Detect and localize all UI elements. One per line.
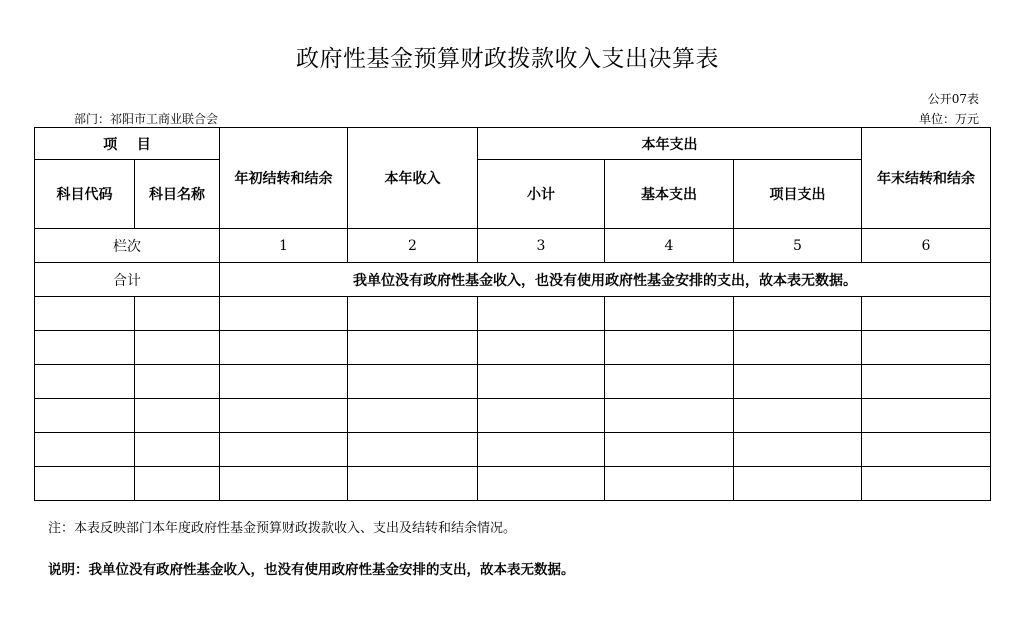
header-code: 科目代码: [35, 160, 135, 229]
row-index-col: 5: [734, 229, 862, 263]
row-index-col: 4: [605, 229, 734, 263]
table-row: [35, 433, 991, 467]
page-title: 政府性基金预算财政拨款收入支出决算表: [296, 46, 719, 72]
header-project-expenditure: 项目支出: [734, 160, 862, 229]
header-basic-expenditure: 基本支出: [605, 160, 734, 229]
row-index-col: 1: [220, 229, 348, 263]
table-row: [35, 399, 991, 433]
row-index-label: 栏次: [35, 229, 220, 263]
total-message: 我单位没有政府性基金收入，也没有使用政府性基金安排的支出，故本表无数据。: [220, 263, 991, 297]
header-current-income: 本年收入: [348, 128, 478, 229]
row-index-col: 2: [348, 229, 478, 263]
unit-label: 单位：万元: [918, 112, 979, 126]
row-index-col: 6: [862, 229, 991, 263]
department-label: 部门：祁阳市工商业联合会: [74, 112, 219, 126]
header-subtotal: 小计: [478, 160, 605, 229]
budget-table: [34, 127, 991, 501]
row-index-col: 3: [478, 229, 605, 263]
header-opening-balance: 年初结转和结余: [220, 128, 348, 229]
form-number: 公开07表: [927, 92, 979, 106]
header-name: 科目名称: [135, 160, 220, 229]
table-row: [35, 331, 991, 365]
table-row: [35, 365, 991, 399]
explanation: 说明：我单位没有政府性基金收入，也没有使用政府性基金安排的支出，故本表无数据。: [48, 562, 575, 578]
total-label: 合计: [35, 263, 220, 297]
header-item: 项 目: [35, 128, 220, 160]
footnote: 注：本表反映部门本年度政府性基金预算财政拨款收入、支出及结转和结余情况。: [48, 521, 517, 536]
table-row: [35, 467, 991, 501]
header-closing-balance: 年末结转和结余: [862, 128, 991, 229]
header-current-expenditure: 本年支出: [478, 128, 862, 160]
table-row: [35, 297, 991, 331]
